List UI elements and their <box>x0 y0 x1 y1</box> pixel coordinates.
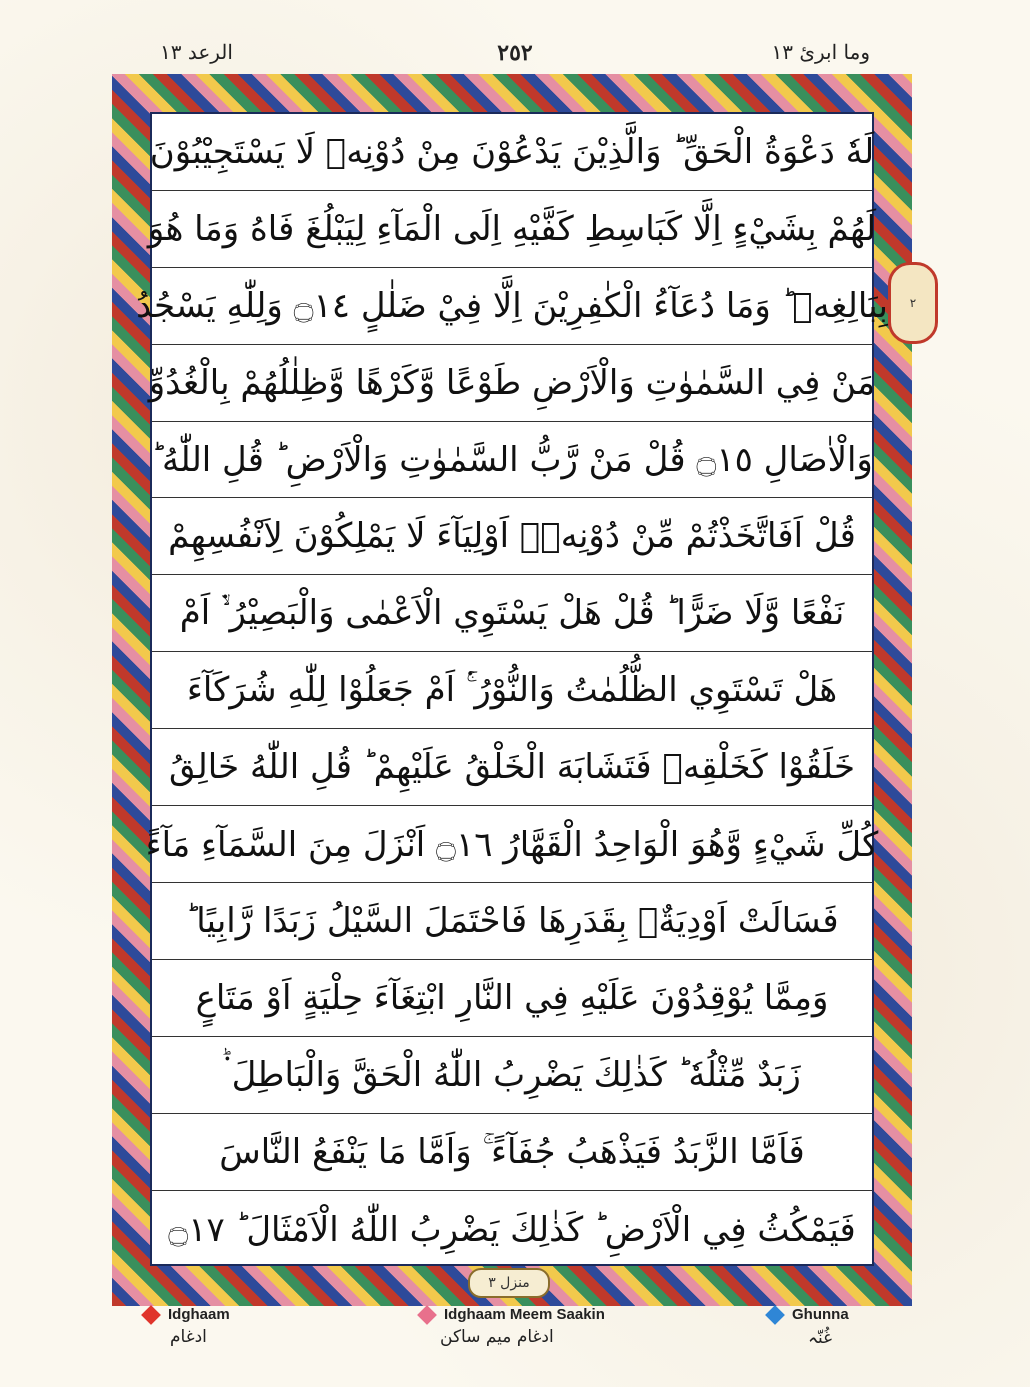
surah-name: الرعد ١٣ <box>160 40 233 64</box>
legend-label-ar: غُنّہ <box>808 1328 832 1348</box>
text-line-13: زَبَدٌ مِّثْلُهٗ ؕ كَذٰلِكَ يَضْرِبُ اللّٰهُ الْحَقَّ وَالْبَاطِلَ ۬ؕ <box>152 1037 872 1114</box>
text-line-3: بِبَالِغِهٖ ؕ وَمَا دُعَآءُ الْكٰفِرِيْنَ اِلَّا فِيْ ضَلٰلٍ ۝١٤ وَلِلّٰهِ يَسْجُدُ <box>152 268 872 345</box>
text-line-15: فَيَمْكُثُ فِي الْاَرْضِ ؕ كَذٰلِكَ يَضْرِبُ اللّٰهُ الْاَمْثَالَ ؕ ۝١٧ <box>168 1209 856 1250</box>
text-line-11: فَسَالَتْ اَوْدِيَةٌۢ بِقَدَرِهَا فَاحْتَمَلَ السَّيْلُ زَبَدًا رَّابِيًا ؕ <box>152 883 872 960</box>
legend-idghaam-meem-saakin <box>420 1306 605 1347</box>
ruku-marker: ٢ <box>888 262 938 344</box>
page-number: ٢٥٢ <box>497 40 533 66</box>
legend-label-ar: ادغام میم ساکن <box>440 1327 554 1347</box>
red-diamond-icon <box>141 1305 161 1325</box>
manzil-marker: منزل ٣ <box>468 1268 550 1298</box>
blue-diamond-icon <box>765 1305 785 1325</box>
legend-label-en: Idghaam <box>168 1306 230 1323</box>
text-line-10: كُلِّ شَيْءٍ وَّهُوَ الْوَاحِدُ الْقَهَّارُ ۝١٦ اَنْزَلَ مِنَ السَّمَآءِ مَآءً <box>152 806 872 883</box>
text-line-4: مَنْ فِي السَّمٰوٰتِ وَالْاَرْضِ طَوْعًا وَّكَرْهًا وَّظِلٰلُهُمْ بِالْغُدُوِّ <box>152 345 872 422</box>
text-line-7: نَفْعًا وَّلَا ضَرًّا ؕ قُلْ هَلْ يَسْتَوِي الْاَعْمٰى وَالْبَصِيْرُ ۙ۬ اَمْ <box>152 575 872 652</box>
legend-label-en: Idghaam Meem Saakin <box>444 1306 605 1323</box>
quran-text-panel <box>136 112 888 1266</box>
legend-ghunna <box>768 1306 849 1348</box>
juz-name: وما ابرئ ١٣ <box>771 40 870 64</box>
text-line-1: لَهٗ دَعْوَةُ الْحَقِّ ؕ وَالَّذِيْنَ يَدْعُوْنَ مِنْ دُوْنِهٖ لَا يَسْتَجِيْبُوْنَ <box>152 114 872 191</box>
text-line-9: خَلَقُوْا كَخَلْقِهٖ فَتَشَابَهَ الْخَلْقُ عَلَيْهِمْ ؕ قُلِ اللّٰهُ خَالِقُ <box>152 729 872 806</box>
text-line-6: قُلْ اَفَاتَّخَذْتُمْ مِّنْ دُوْنِهٖۤ اَوْلِيَآءَ لَا يَمْلِكُوْنَ لِاَنْفُسِهِمْ <box>152 499 872 576</box>
text-line-12: وَمِمَّا يُوْقِدُوْنَ عَلَيْهِ فِي النَّارِ ابْتِغَآءَ حِلْيَةٍ اَوْ مَتَاعٍ <box>152 960 872 1037</box>
text-line-2: لَهُمْ بِشَيْءٍ اِلَّا كَبَاسِطِ كَفَّيْهِ اِلَى الْمَآءِ لِيَبْلُغَ فَاهُ وَمَا هُوَ <box>152 191 872 268</box>
legend-label-en: Ghunna <box>792 1306 849 1323</box>
text-line-14: فَاَمَّا الزَّبَدُ فَيَذْهَبُ جُفَآءً ۚ وَاَمَّا مَا يَنْفَعُ النَّاسَ <box>152 1114 872 1191</box>
text-line-8: هَلْ تَسْتَوِي الظُّلُمٰتُ وَالنُّوْرُ ۚ۬ اَمْ جَعَلُوْا لِلّٰهِ شُرَكَآءَ <box>152 652 872 729</box>
text-line-5: وَالْاٰصَالِ ۝١٥ قُلْ مَنْ رَّبُّ السَّمٰوٰتِ وَالْاَرْضِ ؕ قُلِ اللّٰهُ ؕ <box>152 422 872 499</box>
legend-label-ar: ادغام <box>170 1327 207 1347</box>
legend-idghaam <box>144 1306 230 1347</box>
pink-diamond-icon <box>417 1305 437 1325</box>
